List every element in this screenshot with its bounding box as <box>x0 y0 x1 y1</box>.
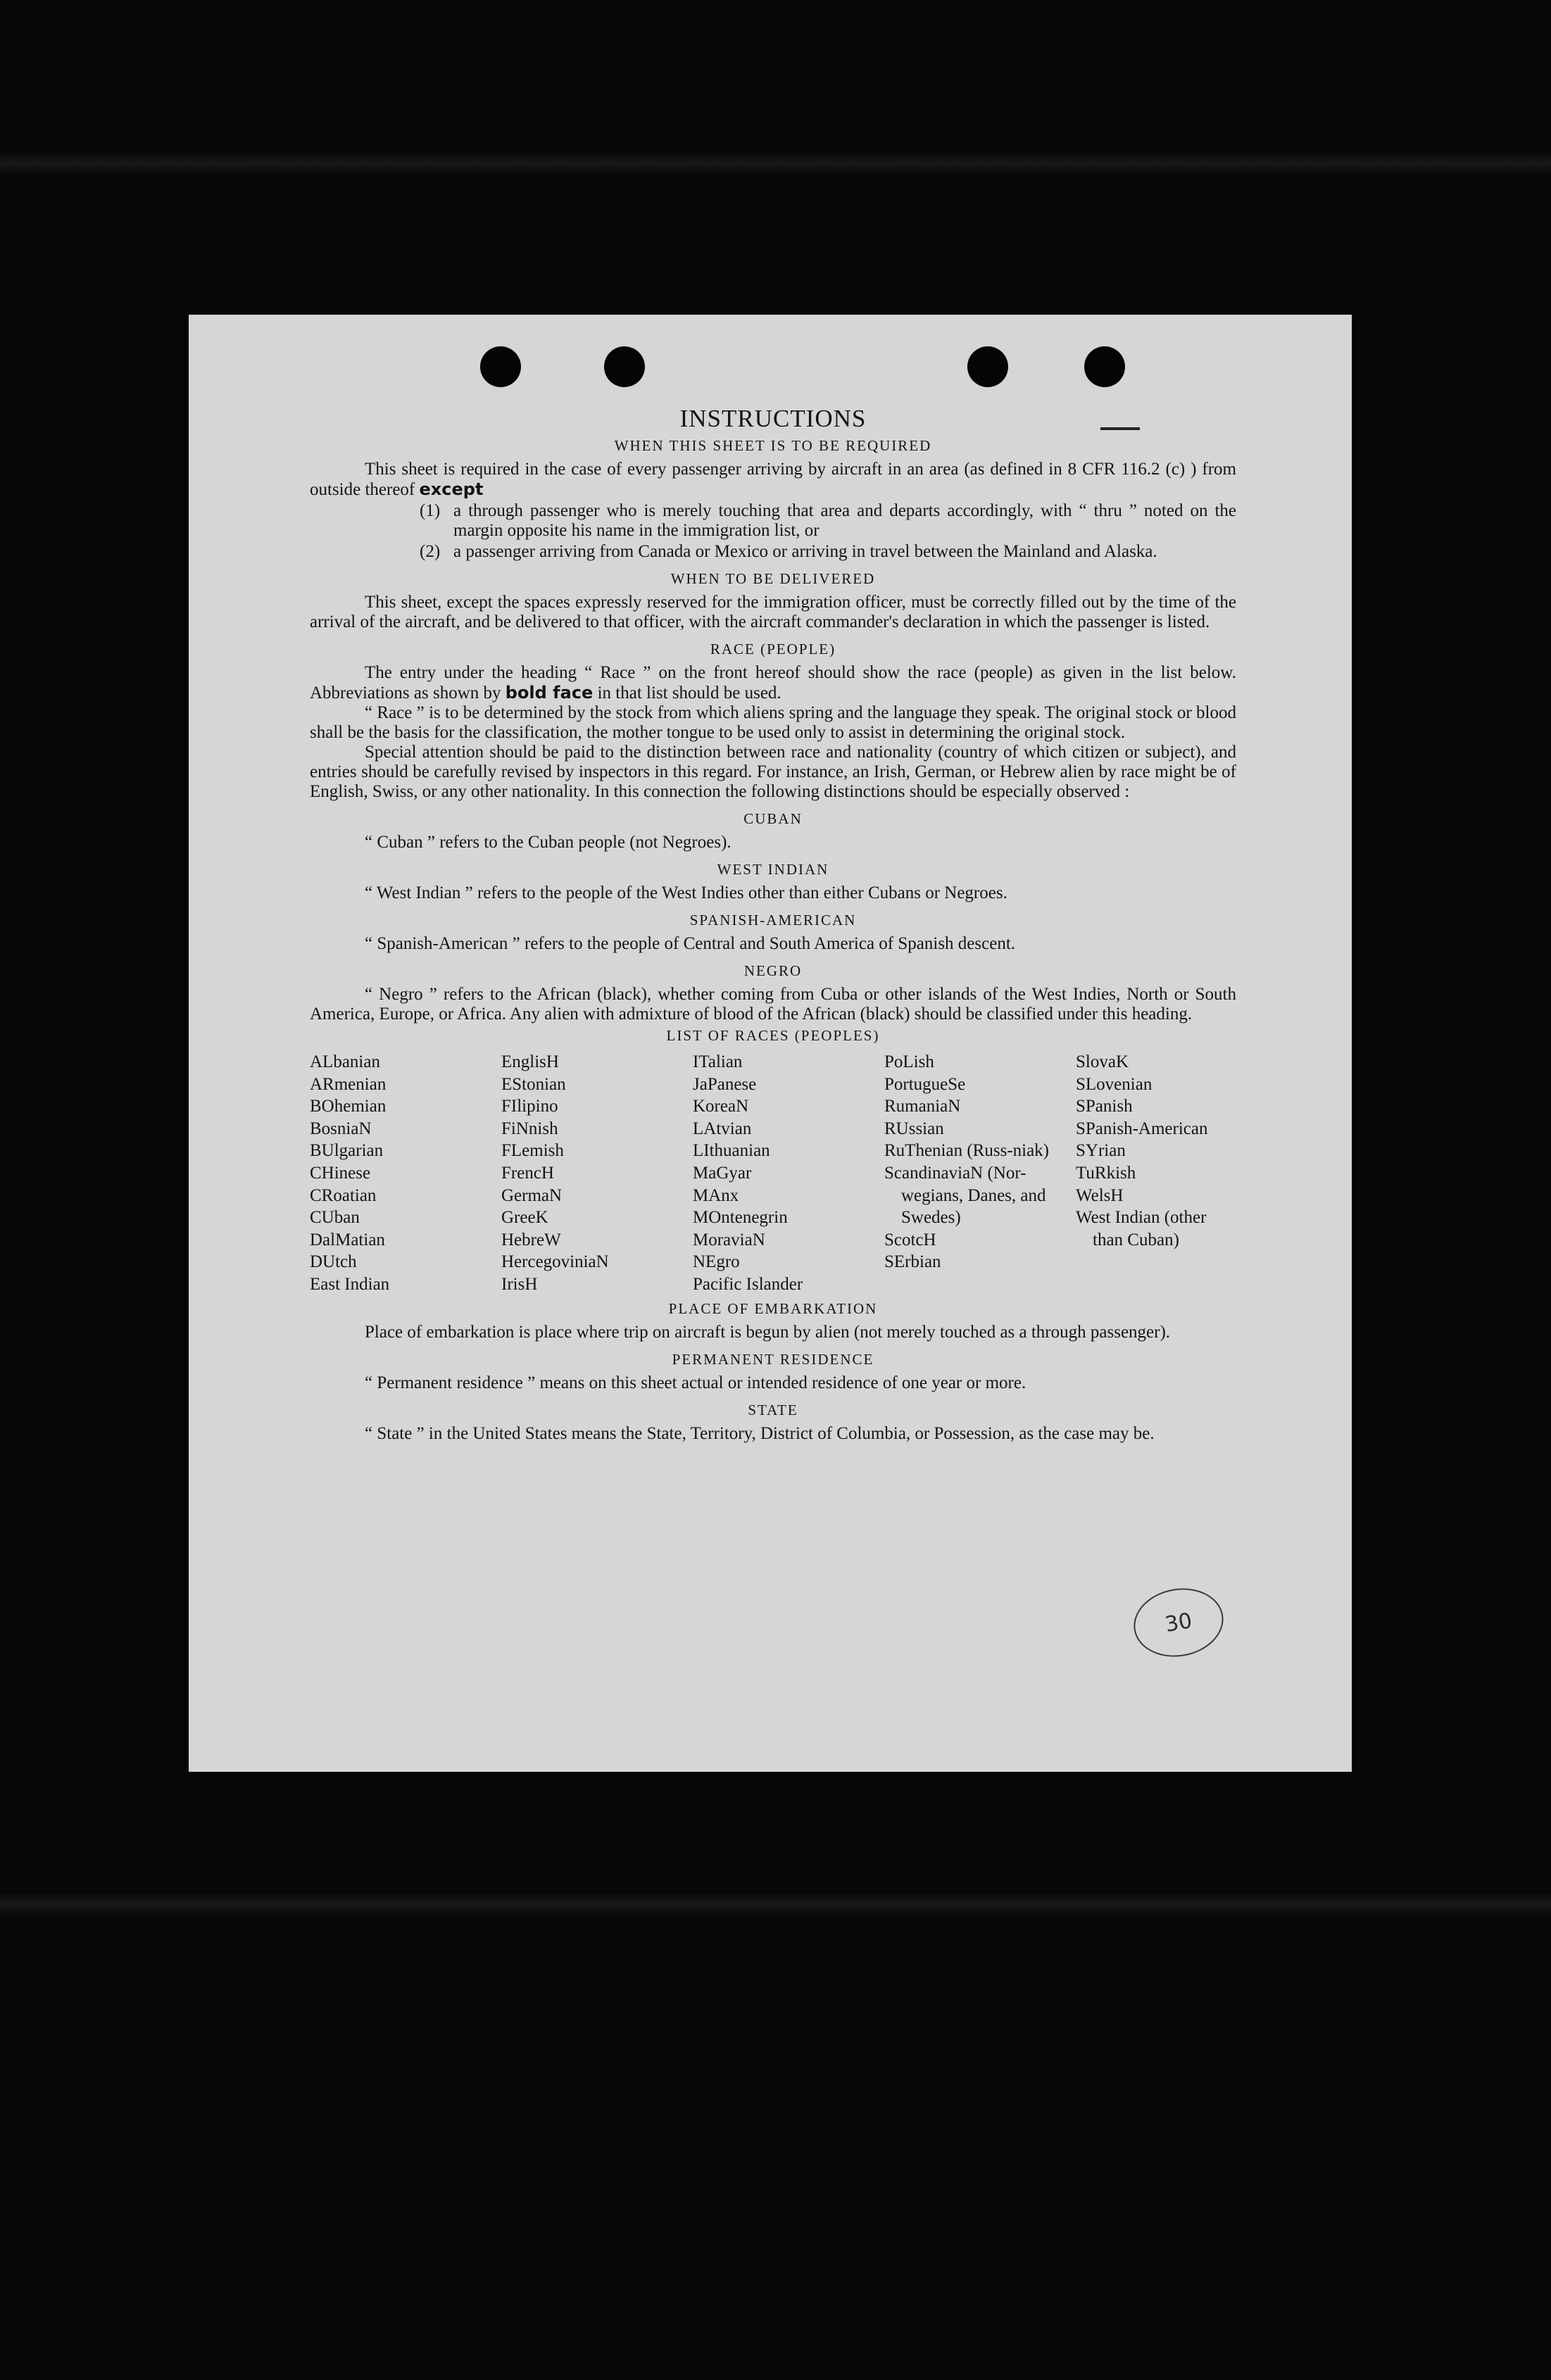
race-item: CHinese <box>310 1163 371 1183</box>
race-item: ARmenian <box>310 1074 387 1094</box>
instructions-content <box>310 405 1236 1444</box>
spanish-american-text: “ Spanish-American ” refers to the people of Central and South America of Spanish descent. <box>365 934 1016 953</box>
document-sheet <box>189 315 1352 1772</box>
races-column <box>501 1051 693 1296</box>
race-item: JaPanese <box>693 1074 757 1094</box>
race-item: SPanish <box>1076 1097 1133 1116</box>
heading-residence: PERMANENT RESIDENCE <box>672 1350 874 1368</box>
race-paragraph-3: Special attention should be paid to the distinction between race and nationality (country of which citizen or subject), and entries should be carefully revised by inspectors in this regard. For instance, an Irish, German, or Hebrew alien by race might be of English, Swiss, or any other nationality. In this connection the following distinctions should be especially observed : <box>310 743 1236 801</box>
heading-list-of-races: LIST OF RACES (PEOPLES) <box>666 1027 880 1044</box>
race-item: RUssian <box>884 1119 944 1138</box>
delivered-text: This sheet, except the spaces expressly reserved for the immigration officer, must be correctly filled out by the time of the arrival of the aircraft, and be delivered to that officer, with the aircraft commander's declaration in which the passenger is listed. <box>310 593 1236 631</box>
embarkation-text: Place of embarkation is place where trip on aircraft is begun by alien (not merely touched as a through passenger). <box>365 1322 1171 1342</box>
race-item: MAnx <box>693 1185 739 1205</box>
race-item: RuThenian (Russ-niak) <box>884 1141 1049 1161</box>
state-text: “ State ” in the United States means the State, Territory, District of Columbia, or Possession, as the case may be. <box>365 1423 1155 1443</box>
heading-required: WHEN THIS SHEET IS TO BE REQUIRED <box>614 437 932 454</box>
race-item: West Indian (other than Cuban) <box>1076 1208 1207 1249</box>
west-indian-text: “ West Indian ” refers to the people of the West Indies other than either Cubans or Negroes. <box>365 883 1007 902</box>
race-paragraph-1: The entry under the heading “ Race ” on the front hereof should show the race (people) as given in the list below. Abbreviations as shown by bold face in that list should be used. <box>310 663 1236 703</box>
race-item: IrisH <box>501 1274 538 1294</box>
heading-spanish-american: SPANISH-AMERICAN <box>689 912 857 928</box>
race-item: SErbian <box>884 1252 941 1272</box>
punch-hole <box>480 346 521 387</box>
negro-text: “ Negro ” refers to the African (black), whether coming from Cuba or other islands of the West Indies, North or South America, Europe, or Africa. Any alien with admixture of blood of the African (black) should be classified under this heading. <box>310 985 1236 1024</box>
heading-cuban: CUBAN <box>743 810 803 827</box>
punch-hole <box>967 346 1008 387</box>
race-item: MOntenegrin <box>693 1208 788 1228</box>
heading-race: RACE (PEOPLE) <box>710 641 836 657</box>
scan-band <box>0 1894 1551 1913</box>
race-item: ScotcH <box>884 1230 936 1249</box>
race-item: KoreaN <box>693 1097 749 1116</box>
punch-hole <box>604 346 645 387</box>
race-item: DUtch <box>310 1252 357 1272</box>
races-list <box>310 1051 1236 1296</box>
race-item: SlovaK <box>1076 1052 1129 1071</box>
race-item: BOhemian <box>310 1097 387 1116</box>
cuban-text: “ Cuban ” refers to the Cuban people (not Negroes). <box>365 833 731 852</box>
required-item-1: (1) a through passenger who is merely touching that area and departs accordingly, with “ thru ” noted on the margin opposite his name in the immigration list, or <box>420 501 1236 540</box>
race-item: WelsH <box>1076 1185 1124 1205</box>
race-item: PoLish <box>884 1052 934 1071</box>
race-item: CRoatian <box>310 1185 377 1205</box>
race-item: DalMatian <box>310 1230 385 1249</box>
page-title: INSTRUCTIONS <box>679 405 867 432</box>
race-item: LIthuanian <box>693 1141 770 1161</box>
race-item: RumaniaN <box>884 1097 961 1116</box>
race-item: MoraviaN <box>693 1230 765 1249</box>
race-item: Pacific Islander <box>693 1274 803 1294</box>
required-item-2: (2) a passenger arriving from Canada or Mexico or arriving in travel between the Mainland and Alaska. <box>420 542 1157 561</box>
races-column <box>310 1051 501 1296</box>
handwritten-number-stamp: 30 <box>1129 1582 1229 1664</box>
heading-negro: NEGRO <box>743 962 803 979</box>
race-item: SLovenian <box>1076 1074 1153 1094</box>
race-item: TuRkish <box>1076 1163 1136 1183</box>
race-item: SPanish-American <box>1076 1119 1208 1138</box>
heading-west-indian: WEST INDIAN <box>717 861 829 878</box>
race-item: BUlgarian <box>310 1141 384 1161</box>
race-item: GreeK <box>501 1208 548 1228</box>
race-item: FiNnish <box>501 1119 558 1138</box>
required-intro: This sheet is required in the case of every passenger arriving by aircraft in an area (as defined in 8 CFR 116.2 (c) ) from outside thereof except <box>310 460 1236 499</box>
race-item: EStonian <box>501 1074 566 1094</box>
race-item: FrencH <box>501 1163 554 1183</box>
race-item: EnglisH <box>501 1052 559 1071</box>
races-column <box>693 1051 884 1296</box>
heading-embarkation: PLACE OF EMBARKATION <box>668 1299 878 1317</box>
scan-band <box>0 153 1551 173</box>
race-item: BosniaN <box>310 1119 372 1138</box>
heading-state: STATE <box>748 1401 798 1418</box>
race-item: HebreW <box>501 1230 561 1249</box>
races-column <box>1076 1051 1236 1296</box>
race-item: MaGyar <box>693 1163 752 1183</box>
race-item: FIlipino <box>501 1097 558 1116</box>
race-item: SYrian <box>1076 1141 1126 1161</box>
race-item: ALbanian <box>310 1052 380 1071</box>
race-item: LAtvian <box>693 1119 752 1138</box>
race-item: HercegoviniaN <box>501 1252 609 1272</box>
punch-hole <box>1084 346 1125 387</box>
race-item: ITalian <box>693 1052 743 1071</box>
race-item: NEgro <box>693 1252 740 1272</box>
heading-delivered: WHEN TO BE DELIVERED <box>670 570 876 587</box>
race-item: FLemish <box>501 1141 564 1161</box>
race-item: GermaN <box>501 1185 563 1205</box>
race-paragraph-2: “ Race ” is to be determined by the stock from which aliens spring and the language they speak. The original stock or blood shall be the basis for the classification, the mother tongue to be used only to assist in determining the original stock. <box>310 703 1236 742</box>
race-item: East Indian <box>310 1274 390 1294</box>
races-column <box>884 1051 1076 1296</box>
race-item: ScandinaviaN (Nor-wegians, Danes, and Swedes) <box>884 1163 1046 1228</box>
race-item: PortugueSe <box>884 1074 966 1094</box>
residence-text: “ Permanent residence ” means on this sheet actual or intended residence of one year or more. <box>365 1373 1026 1392</box>
race-item: CUban <box>310 1208 360 1228</box>
